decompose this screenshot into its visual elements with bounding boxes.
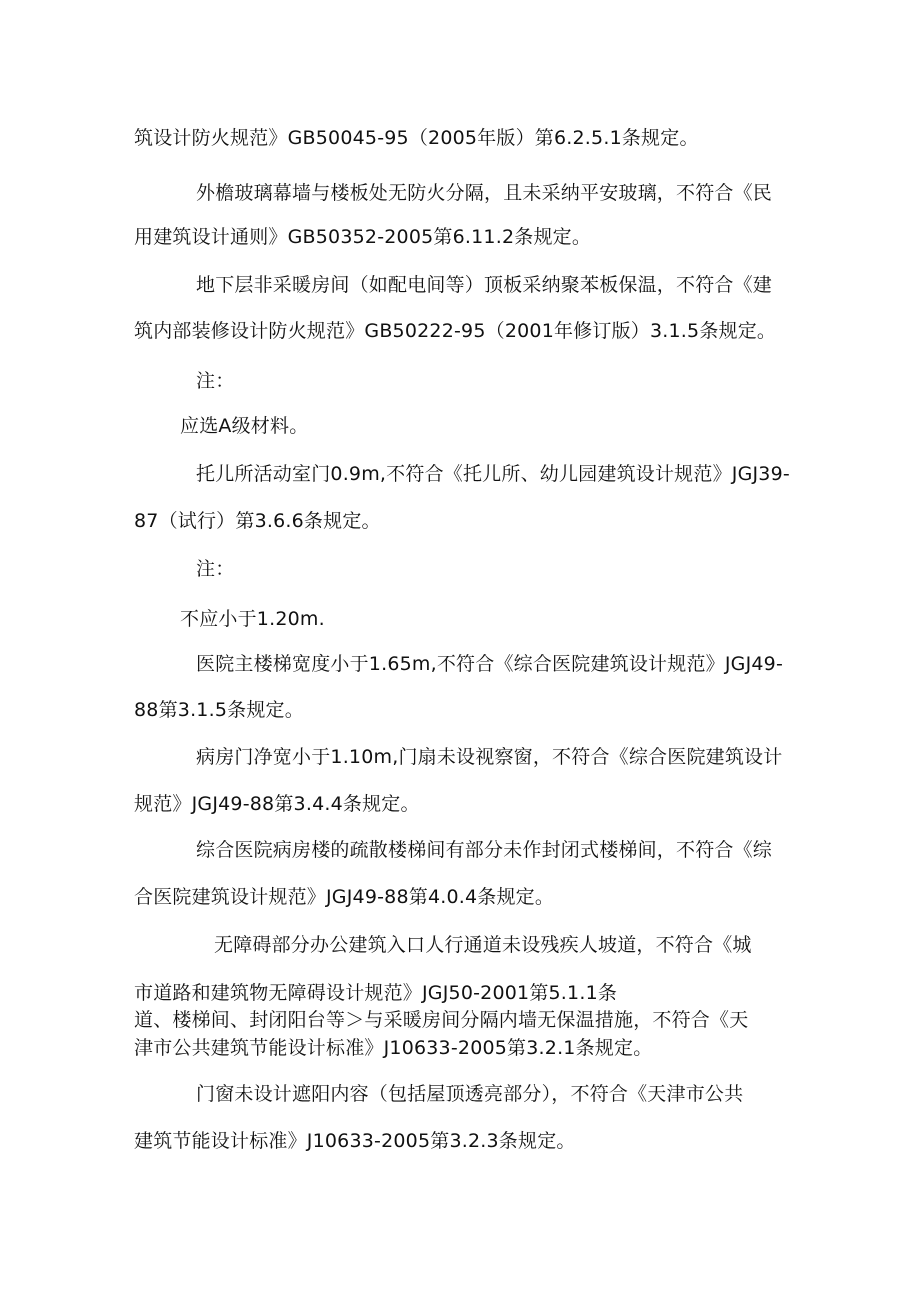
text-line-3: 用建筑设计通则》GB50352-2005第6.11.2条规定。 <box>134 226 592 248</box>
text-line-17: 合医院建筑设计规范》JGJ49-88第4.0.4条规定。 <box>134 886 555 908</box>
text-line-11: 不应小于1.20m. <box>180 608 325 630</box>
text-line-13: 88第3.1.5条规定。 <box>134 699 304 721</box>
text-line-14: 病房门净宽小于1.10m,门扇未设视察窗，不符合《综合医院建筑设计 <box>196 746 783 768</box>
note-label-1: 注： <box>196 370 235 392</box>
text-line-19: 市道路和建筑物无障碍设计规范》JGJ50-2001第5.1.1条 <box>134 982 618 1004</box>
text-line-5: 筑内部装修设计防火规范》GB50222-95（2001年修订版）3.1.5条规定。 <box>134 320 777 342</box>
text-line-9: 87（试行）第3.6.6条规定。 <box>134 510 381 532</box>
text-line-18: 无障碍部分办公建筑入口人行通道未设残疾人坡道，不符合《城 <box>214 934 752 956</box>
text-line-7: 应选A级材料。 <box>180 415 309 437</box>
text-line-22: 门窗未设计遮阳内容（包括屋顶透亮部分），不符合《天津市公共 <box>196 1083 744 1105</box>
text-line-23: 建筑节能设计标准》J10633-2005第3.2.3条规定。 <box>134 1130 576 1152</box>
text-line-1: 筑设计防火规范》GB50045-95（2005年版）第6.2.5.1条规定。 <box>134 127 699 149</box>
text-line-2: 外檐玻璃幕墙与楼板处无防火分隔，且未采纳平安玻璃，不符合《民 <box>196 182 773 204</box>
note-label-2: 注： <box>196 558 235 580</box>
text-line-15: 规范》JGJ49-88第3.4.4条规定。 <box>134 793 420 815</box>
text-line-20: 道、楼梯间、封闭阳台等＞与采暖房间分隔内墙无保温措施，不符合《天 <box>134 1009 749 1031</box>
text-line-21: 津市公共建筑节能设计标准》J10633-2005第3.2.1条规定。 <box>134 1037 653 1059</box>
text-line-8: 托儿所活动室门0.9m,不符合《托儿所、幼儿园建筑设计规范》JGJ39- <box>196 463 790 485</box>
text-line-12: 医院主楼梯宽度小于1.65m,不符合《综合医院建筑设计规范》JGJ49- <box>196 653 784 675</box>
text-line-16: 综合医院病房楼的疏散楼梯间有部分未作封闭式楼梯间，不符合《综 <box>196 839 773 861</box>
text-line-4: 地下层非采暖房间（如配电间等）顶板采纳聚苯板保温，不符合《建 <box>196 274 773 296</box>
